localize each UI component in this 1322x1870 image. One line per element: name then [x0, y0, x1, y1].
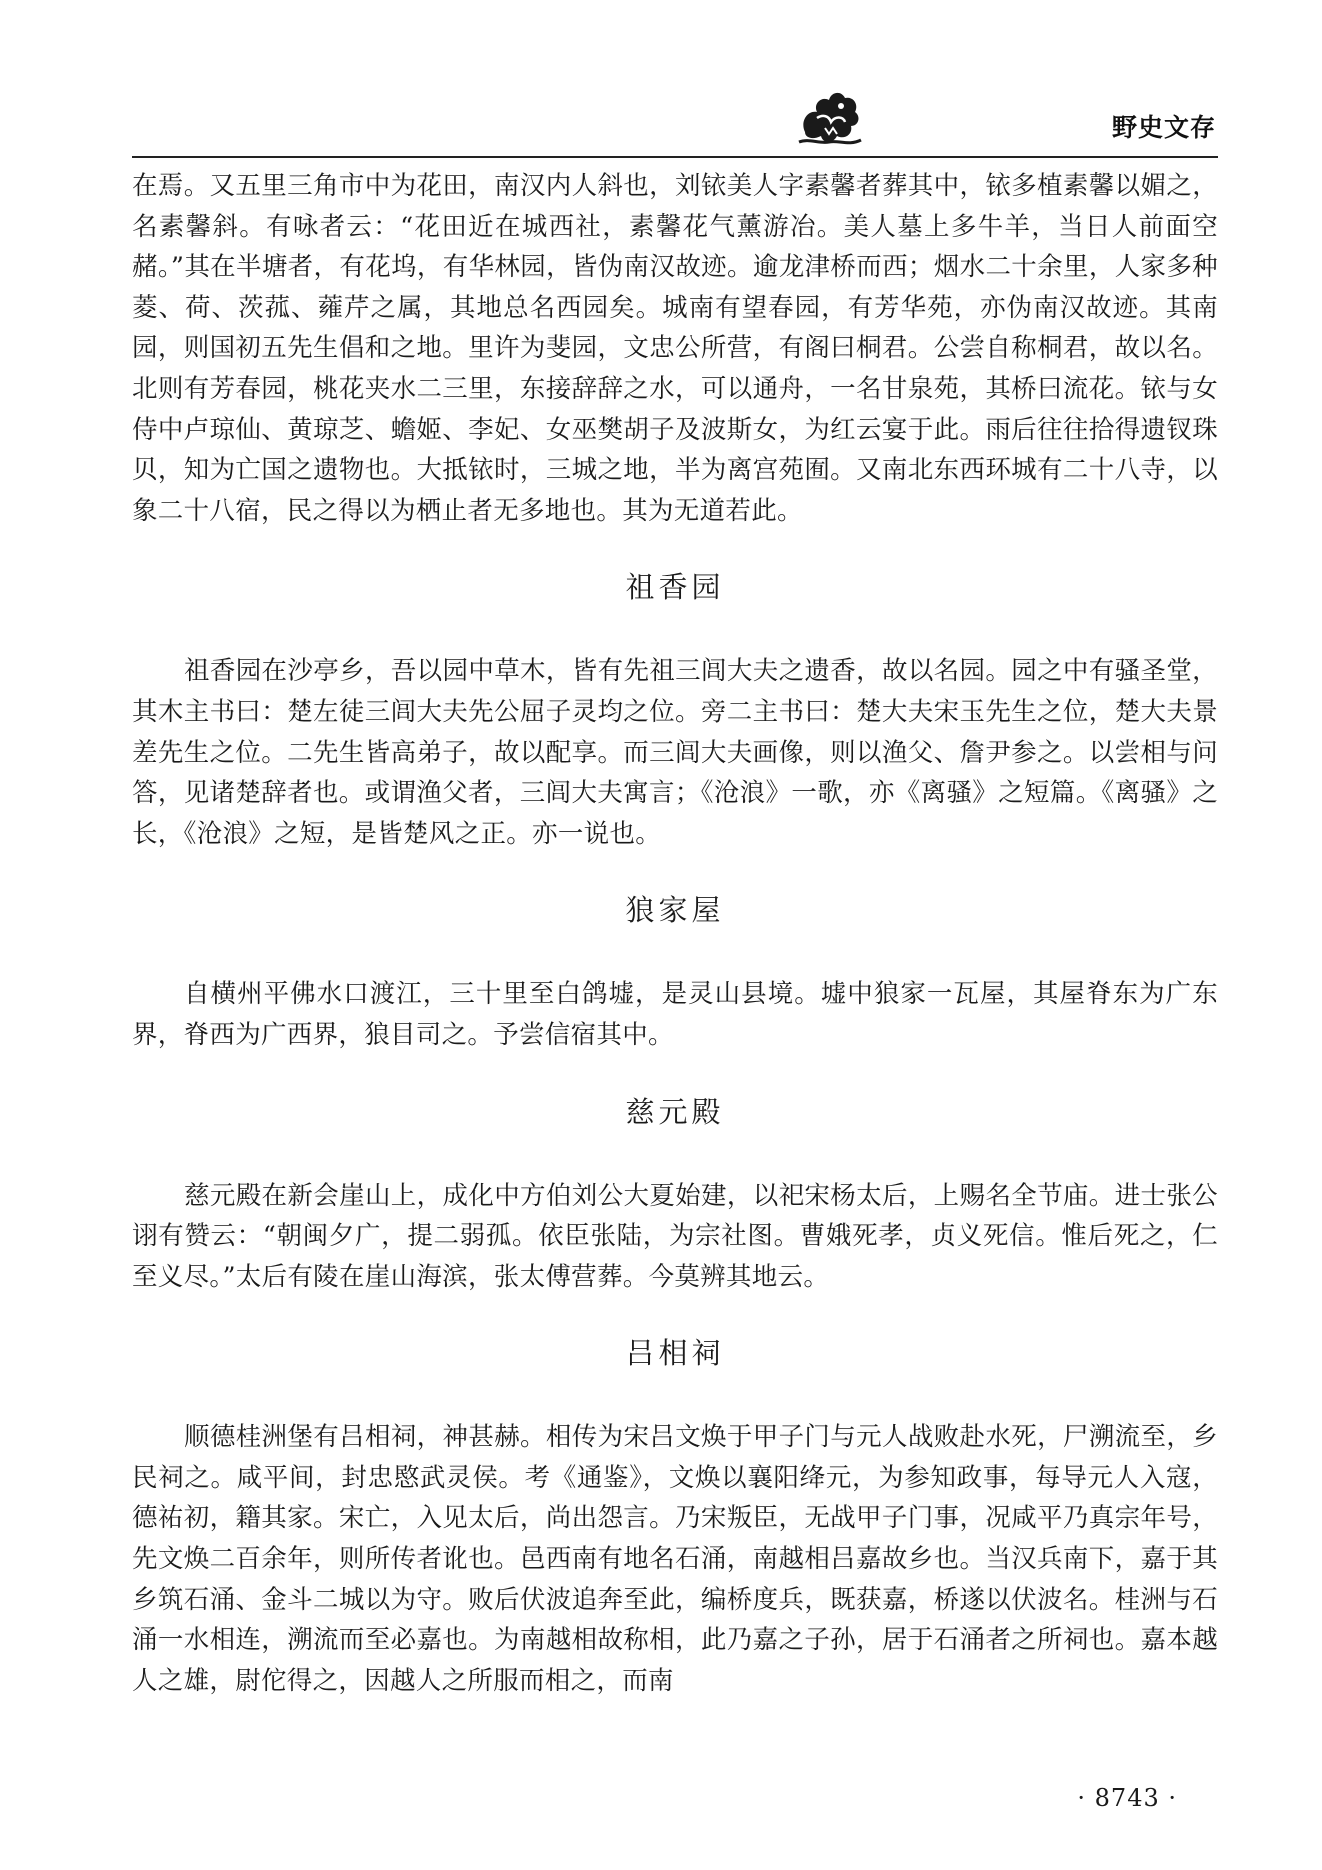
- section-title-zuxiangyuan: 祖香园: [625, 570, 725, 605]
- paragraph-zuxiangyuan: 祖香园在沙亭乡，吾以园中草木，皆有先祖三闾大夫之遗香，故以名园。园之中有骚圣堂，其木主书曰：楚左徒三闾大夫先公屈子灵均之位。旁二主书曰：楚大夫宋玉先生之位，楚大夫景差先生之位。二先生皆高弟子，故以配享。而三闾大夫画像，则以渔父、詹尹参之。以尝相与问答，见诸楚辞者也。或谓渔父者，三闾大夫寓言；《沧浪》一歌，亦《离骚》之短篇。《离骚》之长，《沧浪》之短，是皆楚风之正。亦一说也。: [132, 656, 1218, 849]
- header-title: 野史文存: [1111, 113, 1216, 142]
- section-title-lvxiangci: 吕相祠: [625, 1336, 725, 1371]
- section-title-ciyuandian: 慈元殿: [625, 1094, 725, 1129]
- paragraph-ciyuandian: 慈元殿在新会崖山上，成化中方伯刘公大夏始建，以祀宋杨太后，上赐名全节庙。进士张公诩有赞云：“朝闽夕广，提二弱孤。依臣张陆，为宗社图。曹娥死孝，贞义死信。惟后死之，仁至义尽。”太后有陵在崖山海滨，张太傅营葬。今莫辨其地云。: [132, 1180, 1218, 1292]
- paragraph-lvxiangci: 顺德桂洲堡有吕相祠，神甚赫。相传为宋吕文焕于甲子门与元人战败赴水死，尸溯流至，乡民祠之。咸平间，封忠愍武灵侯。考《通鉴》，文焕以襄阳绛元，为参知政事，每导元人入寇，德祐初，籍其家。宋亡，入见太后，尚出怨言。乃宋叛臣，无战甲子门事，况咸平乃真宗年号，先文焕二百余年，则所传者讹也。邑西南有地名石涌，南越相吕嘉故乡也。当汉兵南下，嘉于其乡筑石涌、金斗二城以为守。败后伏波追奔至此，编桥度兵，既获嘉，桥遂以伏波名。桂洲与石涌一水相连，溯流而至必嘉也。为南越相故称相，此乃嘉之子孙，居于石涌者之所祠也。嘉本越人之雄，尉佗得之，因越人之所服而相之，而南: [132, 1422, 1218, 1696]
- dragon-emblem-icon: [795, 82, 865, 150]
- page-content: [132, 166, 1218, 1701]
- paragraph-continued: 在焉。又五里三角市中为花田，南汉内人斜也，刘铱美人字素馨者葬其中，铱多植素馨以媚之，名素馨斜。有咏者云：“花田近在城西社，素馨花气薰游冶。美人墓上多牛羊，当日人前面空赭。”其在半塘者，有花坞，有华林园，皆伪南汉故迹。逾龙津桥而西；烟水二十余里，人家多种菱、荷、茨菰、蕹芹之属，其地总名西园矣。城南有望春园，有芳华苑，亦伪南汉故迹。其南园，则国初五先生倡和之地。里许为斐园，文忠公所营，有阁曰桐君。公尝自称桐君，故以名。北则有芳春园，桃花夹水二三里，东接辞辞之水，可以通舟，一名甘泉苑，其桥曰流花。铱与女侍中卢琼仙、黄琼芝、蟾姬、李妃、女巫樊胡子及波斯女，为红云宴于此。雨后往往拾得遗钗珠贝，知为亡国之遗物也。大抵铱时，三城之地，半为离宫苑囿。又南北东西环城有二十八寺，以象二十八宿，民之得以为栖止者无多地也。其为无道若此。: [132, 171, 1218, 526]
- page-number: · 8743 ·: [1077, 1784, 1177, 1812]
- header-divider: [132, 156, 1218, 158]
- paragraph-langjiawu: 自横州平佛水口渡江，三十里至白鸽墟，是灵山县境。墟中狼家一瓦屋，其屋脊东为广东界，脊西为广西界，狼目司之。予尝信宿其中。: [132, 979, 1218, 1050]
- section-title-langjiawu: 狼家屋: [625, 893, 725, 928]
- page-header: [0, 0, 1322, 160]
